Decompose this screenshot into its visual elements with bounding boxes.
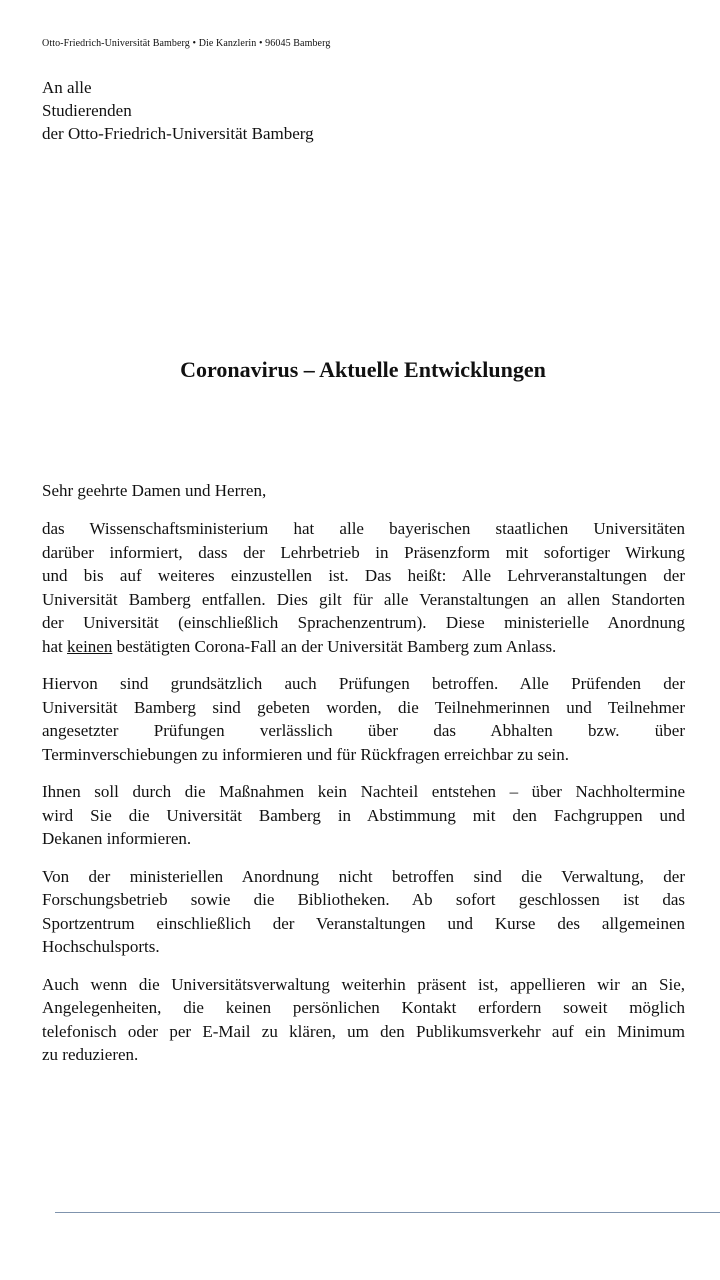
- paragraph-line: Von der ministeriellen Anordnung nicht betroffen sind die Verwaltung, der: [42, 866, 685, 886]
- paragraph-line: angesetzter Prüfungen verlässlich über das Abhalten bzw. über: [42, 721, 685, 740]
- paragraph-line: Ihnen soll durch die Maßnahmen kein Nachteil entstehen – über Nachholtermine: [42, 782, 685, 801]
- paragraph-line: zu reduzieren.: [42, 1045, 139, 1064]
- paragraph-line: Universität Bamberg entfallen. Dies gilt für alle Veranstaltungen an allen Standorten: [42, 589, 685, 609]
- recipient-address-block: [42, 76, 314, 145]
- paragraph-line: Hiervon sind grundsätzlich auch Prüfungen betroffen. Alle Prüfenden der: [42, 674, 685, 693]
- salutation: Sehr geehrte Damen und Herren,: [42, 481, 267, 500]
- text-segment: bestätigten Corona-Fall an der Universität Bamberg zum Anlass.: [112, 636, 557, 656]
- body-paragraph: [42, 865, 685, 959]
- paragraph-line: und bis auf weiteres einzustellen ist. Das heißt: Alle Lehrveranstaltungen der: [42, 566, 685, 585]
- recipient-line: Studierenden: [42, 101, 132, 120]
- paragraph-line: Forschungsbetrieb sowie die Bibliotheken. Ab sofort geschlossen ist das: [42, 890, 685, 909]
- letter-body: [42, 517, 685, 1081]
- paragraph-line: telefonisch oder per E-Mail zu klären, um den Publikumsverkehr auf ein Minimum: [42, 1021, 685, 1041]
- recipient-line: An alle: [42, 78, 92, 97]
- paragraph-line: der Universität (einschließlich Sprachenzentrum). Diese ministerielle Anordnung: [42, 613, 685, 632]
- paragraph-line: Sportzentrum einschließlich der Veranstaltungen und Kurse des allgemeinen: [42, 913, 685, 933]
- paragraph-line: Hochschulsports.: [42, 937, 160, 956]
- paragraph-line: Dekanen informieren.: [42, 829, 192, 848]
- paragraph-line: Angelegenheiten, die keinen persönlichen Kontakt erfordern soweit möglich: [42, 998, 685, 1017]
- sender-address-line: Otto-Friedrich-Universität Bamberg • Die Kanzlerin • 96045 Bamberg: [42, 38, 331, 49]
- paragraph-line: wird Sie die Universität Bamberg in Abstimmung mit den Fachgruppen und: [42, 805, 685, 825]
- text-segment: hat: [42, 636, 68, 656]
- paragraph-line: Auch wenn die Universitätsverwaltung weiterhin präsent ist, appellieren wir an Sie,: [42, 974, 685, 994]
- recipient-line: der Otto-Friedrich-Universität Bamberg: [42, 124, 314, 143]
- body-paragraph: [42, 517, 685, 658]
- footer-divider: [55, 1212, 720, 1213]
- paragraph-line: [42, 635, 685, 659]
- paragraph-line: darüber informiert, dass der Lehrbetrieb in Präsenzform mit sofortiger Wirkung: [42, 542, 685, 562]
- paragraph-line: Universität Bamberg sind gebeten worden, die Teilnehmerinnen und Teilnehmer: [42, 697, 685, 717]
- body-paragraph: [42, 780, 685, 851]
- body-paragraph: [42, 973, 685, 1067]
- emphasized-word: keinen: [67, 636, 113, 656]
- body-paragraph: [42, 672, 685, 766]
- paragraph-line: das Wissenschaftsministerium hat alle bayerischen staatlichen Universitäten: [42, 519, 685, 538]
- letter-title: Coronavirus – Aktuelle Entwicklungen: [180, 357, 546, 382]
- paragraph-line: Terminverschiebungen zu informieren und für Rückfragen erreichbar zu sein.: [42, 744, 570, 764]
